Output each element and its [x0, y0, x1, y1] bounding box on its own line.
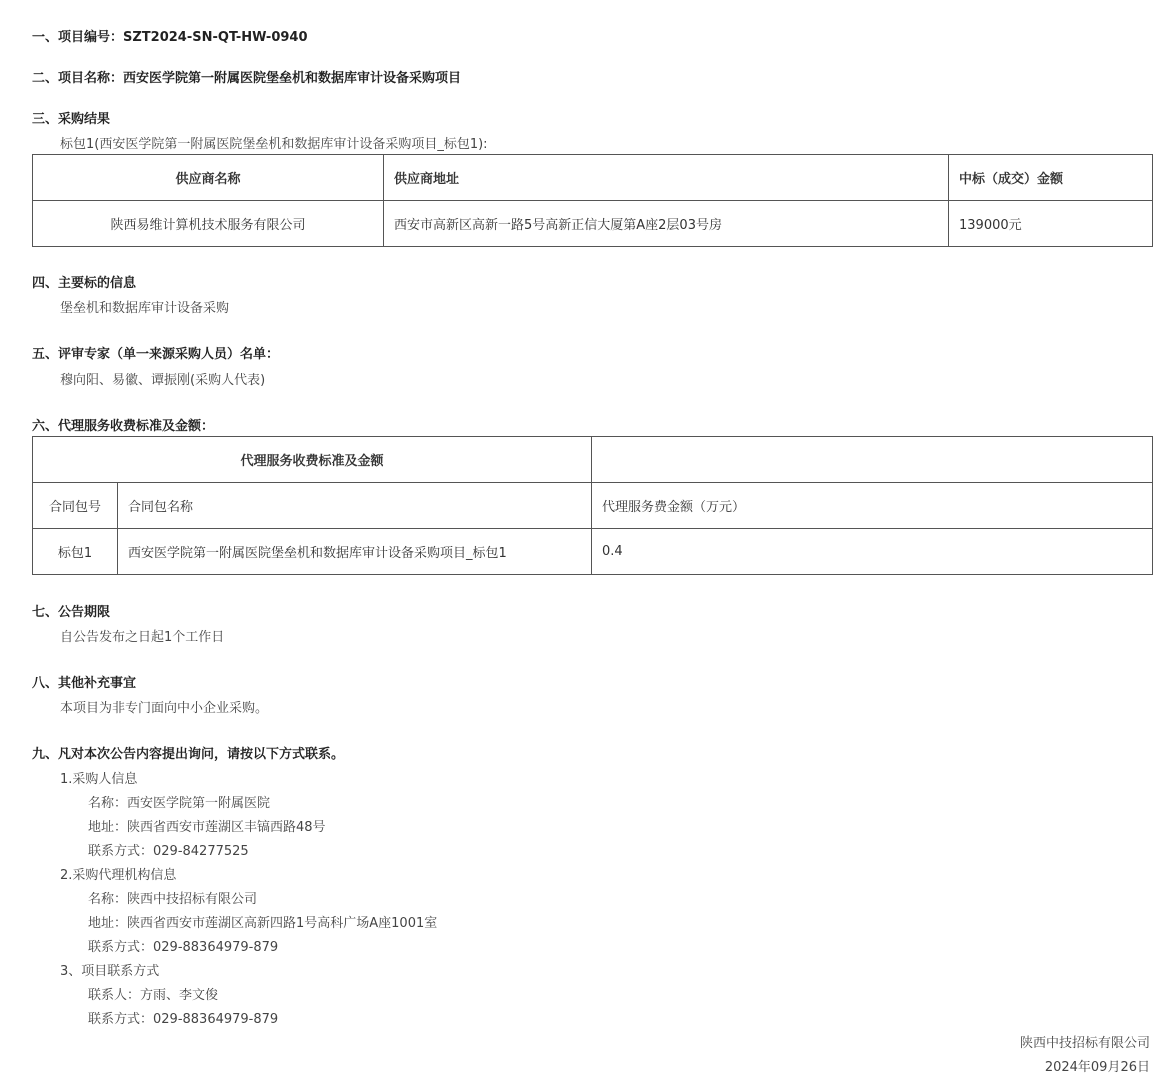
supplier-address-header: 供应商地址 [384, 155, 949, 201]
section-experts-title: 五、评审专家（单一来源采购人员）名单： [32, 347, 280, 362]
section-contact-title: 九、凡对本次公告内容提出询问，请按以下方式联系。 [32, 747, 345, 762]
fee-amount-cell: 0.4 [592, 529, 1153, 575]
package-line: 标包1(西安医学院第一附属医院堡垒机和数据库审计设备采购项目_标包1): [60, 137, 488, 152]
table-row [33, 201, 1153, 247]
purchaser-info-title: 1.采购人信息 [60, 772, 138, 787]
agency-name: 名称：陕西中技招标有限公司 [88, 892, 258, 907]
section-project-number [32, 26, 308, 45]
table-row [33, 529, 1153, 575]
agency-contact: 联系方式：029-88364979-879 [88, 940, 279, 955]
package-number-cell: 标包1 [33, 529, 118, 575]
agency-info-title: 2.采购代理机构信息 [60, 868, 177, 883]
project-name-label: 二、项目名称： [32, 71, 124, 86]
section-procurement-result-title: 三、采购结果 [32, 112, 111, 127]
package-name-cell: 西安医学院第一附属医院堡垒机和数据库审计设备采购项目_标包1 [118, 529, 592, 575]
fee-amount-header: 代理服务费金额（万元） [592, 483, 1153, 529]
supplier-name-header: 供应商名称 [33, 155, 384, 201]
bid-amount-cell: 139000元 [949, 201, 1153, 247]
purchaser-name: 名称：西安医学院第一附属医院 [88, 796, 271, 811]
agency-address: 地址：陕西省西安市莲湖区高新四路1号高科广场A座1001室 [88, 916, 438, 931]
footer-company: 陕西中技招标有限公司 [1019, 1036, 1150, 1051]
experts-text: 穆向阳、易徽、谭振刚(采购人代表) [60, 373, 266, 388]
project-contact-person: 联系人：方雨、李文俊 [88, 988, 219, 1003]
supplier-address-cell: 西安市高新区高新一路5号高新正信大厦第A座2层03号房 [384, 201, 949, 247]
agency-fee-header: 代理服务收费标准及金额 [33, 437, 592, 483]
package-number-header: 合同包号 [33, 483, 118, 529]
supplier-name-cell: 陕西易维计算机技术服务有限公司 [33, 201, 384, 247]
section-project-name [32, 67, 461, 86]
section-notice-period-title: 七、公告期限 [32, 605, 111, 620]
package-name-header: 合同包名称 [118, 483, 592, 529]
section-other-matters-title: 八、其他补充事宜 [32, 676, 137, 691]
section-agency-fee-title: 六、代理服务收费标准及金额： [32, 419, 215, 434]
project-number-label: 一、项目编号： [32, 30, 124, 45]
table-header-row [33, 155, 1153, 201]
empty-header-cell [592, 437, 1153, 483]
table-subheader-row [33, 483, 1153, 529]
purchaser-contact: 联系方式：029-84277525 [88, 844, 249, 859]
project-contact-title: 3、项目联系方式 [60, 964, 160, 979]
notice-period-text: 自公告发布之日起1个工作日 [60, 630, 225, 645]
bid-amount-header: 中标（成交）金额 [949, 155, 1153, 201]
footer-date: 2024年09月26日 [1044, 1060, 1150, 1075]
purchaser-address: 地址：陕西省西安市莲湖区丰镐西路48号 [88, 820, 326, 835]
table-header-row [33, 437, 1153, 483]
project-number-value: SZT2024-SN-QT-HW-0940 [123, 30, 308, 45]
main-items-text: 堡垒机和数据库审计设备采购 [60, 301, 230, 316]
project-contact-phone: 联系方式：029-88364979-879 [88, 1012, 279, 1027]
section-main-items-title: 四、主要标的信息 [32, 276, 137, 291]
agency-fee-table [32, 436, 1153, 575]
result-table [32, 154, 1153, 247]
other-matters-text: 本项目为非专门面向中小企业采购。 [60, 701, 269, 716]
project-name-value: 西安医学院第一附属医院堡垒机和数据库审计设备采购项目 [123, 71, 462, 86]
